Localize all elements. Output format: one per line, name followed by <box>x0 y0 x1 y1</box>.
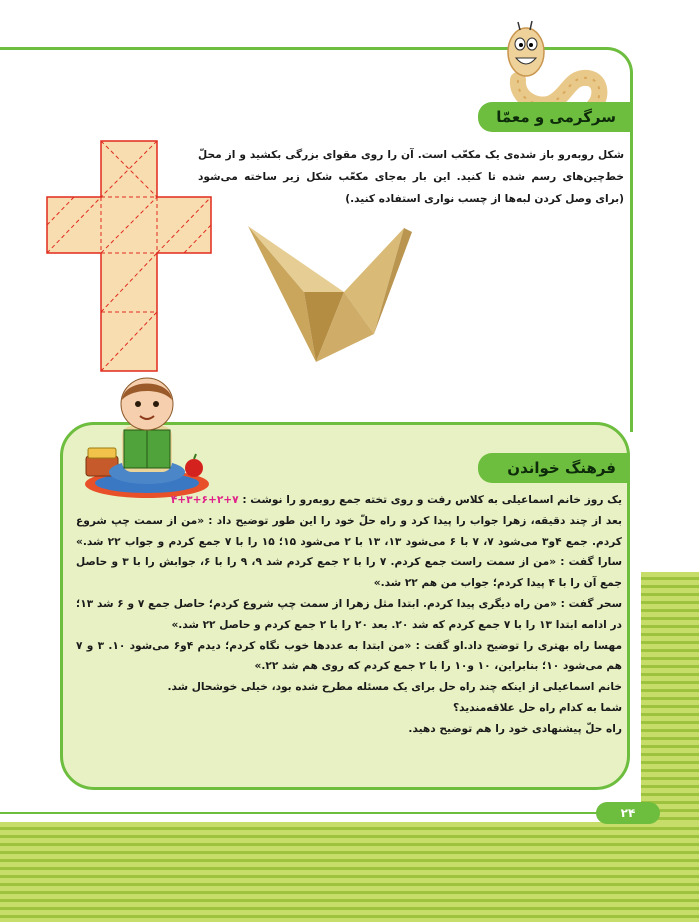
story-paragraph-1 <box>76 490 622 511</box>
story-paragraph-5: خانم اسماعیلی از اینکه چند راه حل برای یک مسئله مطرح شده بود، خیلی خوشحال شد. <box>167 681 622 694</box>
story-prompt: راه حلّ پیشنهادی خود را هم توضیح دهید. <box>408 722 622 735</box>
cube-net-icon <box>46 140 212 372</box>
story-question: شما به کدام راه حل علاقه‌مندید؟ <box>453 701 622 714</box>
story-intro-text: یک روز خانم اسماعیلی به کلاس رفت و روی تخته جمع روبه‌رو را نوشت : <box>238 494 622 506</box>
sum-expression: ۴+۳+۶+۲+۷ <box>170 494 239 506</box>
reading-title: فرهنگ خواندن <box>507 459 616 477</box>
boy-reading-book-icon <box>82 372 212 502</box>
paper-boat-shape-icon <box>244 222 414 366</box>
page-number: ۲۴ <box>596 802 660 824</box>
story-paragraph-4: مهسا راه بهتری را توضیح داد.او گفت : «من ابتدا به عددها خوب نگاه کردم؛ دیدم ۴و۶ می‌شود ۱۰. ۳ و ۷ هم می‌شود ۱۰؛ بنابراین، ۱۰ و۱۰ را با ۲ جمع کردم که روی هم شد ۲۲.» <box>76 639 623 673</box>
puzzle-instructions: شکل روبه‌رو باز شده‌ی یک مکعّب است. آن را روی مقوای بزرگی بکشید و از محلّ خط‌چین‌های رسم شده تا کنید. این بار به‌جای مکعّب شکل زیر ساخته می‌شود (برای وصل کردن لبه‌ها از چسب نواری استفاده کنید.) <box>198 149 624 205</box>
decorative-stripes-bottom <box>0 822 699 922</box>
page-number-rule <box>0 812 600 814</box>
puzzle-section-header <box>478 102 630 132</box>
reading-section-header <box>478 453 630 483</box>
reading-story <box>76 490 622 740</box>
story-paragraph-2: بعد از چند دقیقه، زهرا جواب را پیدا کرد و راه حلّ خود را این طور توضیح داد : «من از سمت چپ شروع کردم. جمع ۴و۳ می‌شود ۷، ۷ با ۶ می‌شود ۱۳، ۱۳ با ۲ می‌شود ۱۵؛ ۱۵ را با ۷ جمع کردم و جواب ۲۲ شد.» سارا گفت : «من از سمت راست جمع کردم. ۷ را با ۲ جمع کردم شد ۹، ۹ را با ۶، جوابش را با ۳ و حاصل جمع آن را با ۴ پیدا کردم؛ جواب من هم ۲۲ شد.» <box>76 514 622 590</box>
puzzle-title: سرگرمی و معمّا <box>496 108 616 126</box>
story-paragraph-3: سحر گفت : «من راه دیگری پیدا کردم. ابتدا مثل زهرا از سمت چپ شروع کردم؛ حاصل جمع ۷ و ۶ شد ۱۳؛ در ادامه ابتدا ۱۳ را با ۷ جمع کردم که شد ۲۰. بعد ۲۰ را با ۲ جمع کردم و حاصل ۲۲ شد.» <box>76 597 622 631</box>
